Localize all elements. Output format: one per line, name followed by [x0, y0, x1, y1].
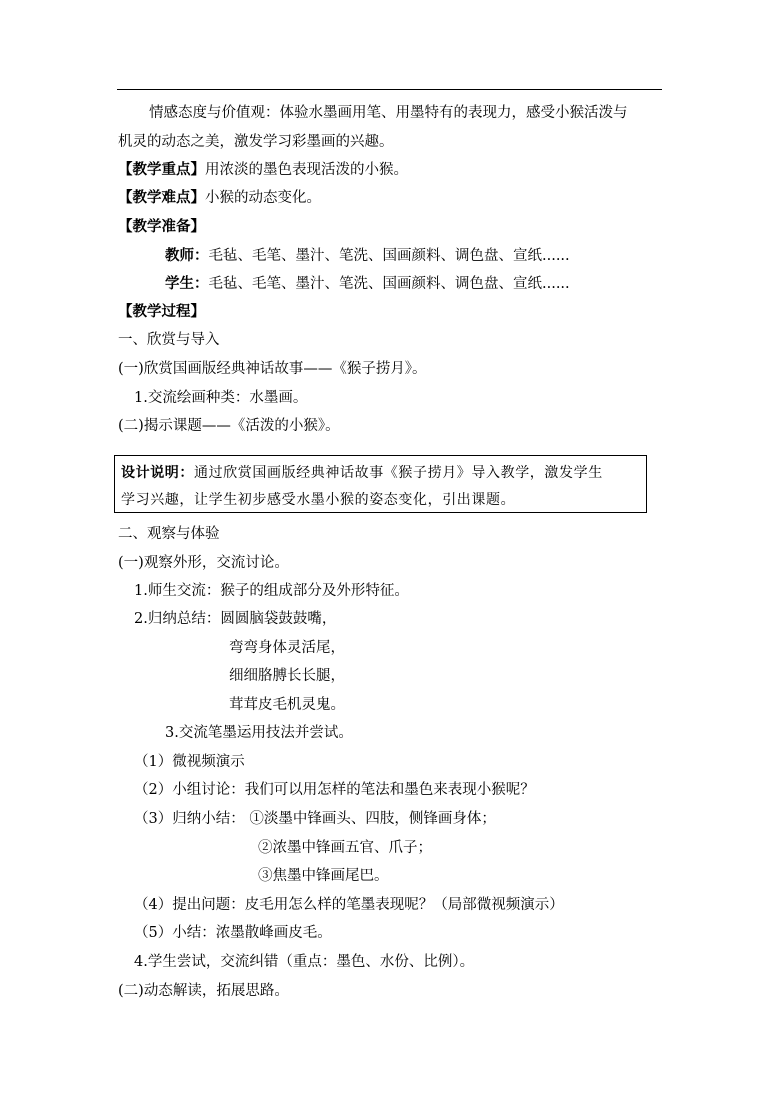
section2-item2-line2: 弯弯身体灵活尾，: [229, 640, 345, 656]
teacher-label: 教师：: [165, 247, 209, 264]
section2-item2: 2.归纳总结：圆圆脑袋鼓鼓嘴，: [134, 611, 337, 627]
section2-sub2: (二)动态解读，拓展思路。: [118, 983, 289, 999]
design-note-label: 设计说明：: [121, 465, 194, 481]
student-items: 毛毡、毛笔、墨汁、笔洗、国画颜料、调色盘、宣纸......: [208, 276, 570, 292]
goal-line-1: 情感态度与价值观：体验水墨画用笔、用墨特有的表现力，感受小猴活泼与: [149, 105, 628, 121]
section1-title: 一、欣赏与导入: [118, 332, 220, 348]
preparation-label: 【教学准备】: [118, 218, 205, 235]
teacher-materials: [165, 246, 570, 266]
design-note-line-2: 学习兴趣，让学生初步感受水墨小猴的姿态变化，引出课题。: [121, 492, 516, 508]
difficulty-text: 小猴的动态变化。: [205, 190, 321, 206]
key-point-text: 用浓淡的墨色表现活泼的小猴。: [205, 162, 408, 178]
student-materials: [165, 274, 570, 294]
section2-item4: 4.学生尝试，交流纠错（重点：墨色、水份、比例）。: [134, 954, 475, 970]
student-label: 学生：: [165, 275, 209, 292]
goal-line-2: 机灵的动态之美，激发学习彩墨画的兴趣。: [118, 134, 394, 150]
section2-step2: （2）小组讨论：我们可以用怎样的笔法和墨色来表现小猴呢？: [134, 782, 535, 798]
key-point: [118, 160, 408, 180]
design-note-line-1: [121, 463, 603, 483]
difficulty-label: 【教学难点】: [118, 189, 205, 206]
section2-sub1: (一)观察外形，交流讨论。: [118, 555, 289, 571]
section2-item1: 1.师生交流：猴子的组成部分及外形特征。: [134, 583, 409, 599]
key-point-label: 【教学重点】: [118, 161, 205, 178]
section2-title: 二、观察与体验: [118, 526, 220, 542]
header-rule: [117, 89, 662, 90]
teacher-items: 毛毡、毛笔、墨汁、笔洗、国画颜料、调色盘、宣纸......: [208, 248, 570, 264]
process-label: 【教学过程】: [118, 303, 205, 320]
section2-step1: （1）微视频演示: [134, 754, 245, 770]
section2-item2-line3: 细细胳膊长长腿，: [229, 668, 345, 684]
section1-sub2: (二)揭示课题——《活泼的小猴》。: [118, 418, 340, 434]
section2-step3-line2: ②浓墨中锋画五官、爪子；: [258, 840, 432, 856]
section2-item3: 3.交流笔墨运用技法并尝试。: [165, 725, 353, 741]
section2-step4: （4）提出问题：皮毛用怎么样的笔墨表现呢？（局部微视频演示）: [134, 897, 564, 913]
design-note-text-1: 通过欣赏国画版经典神话故事《猴子捞月》导入教学，激发学生: [194, 465, 603, 481]
section2-step3-line3: ③焦墨中锋画尾巴。: [258, 868, 389, 884]
design-note-box: [114, 455, 647, 513]
section1-item1: 1.交流绘画种类：水墨画。: [134, 390, 308, 406]
difficulty: [118, 188, 321, 208]
section2-item2-line4: 茸茸皮毛机灵鬼。: [229, 697, 345, 713]
section1-sub1: (一)欣赏国画版经典神话故事——《猴子捞月》。: [118, 361, 427, 377]
section2-step5: （5）小结：浓墨散峰画皮毛。: [134, 925, 332, 941]
section2-step3: （3）归纳小结： ①淡墨中锋画头、四肢，侧锋画身体；: [134, 811, 496, 827]
